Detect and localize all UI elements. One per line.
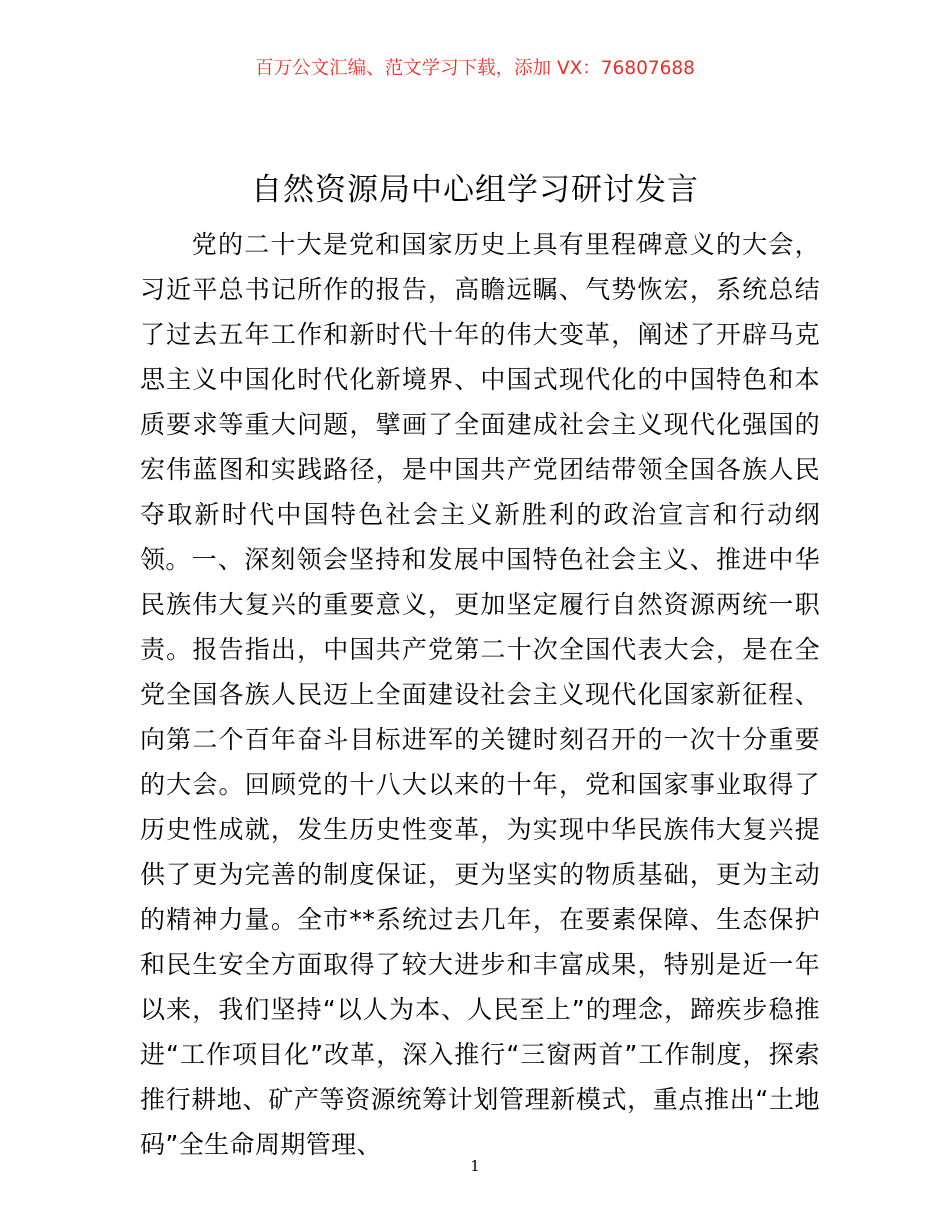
body-paragraph-1: [140, 222, 820, 582]
document-title: 自然资源局中心组学习研讨发言: [251, 172, 699, 208]
header-watermark-note: 百万公文汇编、范文学习下载，添加 VX：76807688: [255, 58, 695, 79]
page-number: 1: [470, 1157, 480, 1175]
body-paragraph-2: [140, 537, 820, 1167]
body-paragraph-2-text: 一、深刻领会坚持和发展中国特色社会主义、推进中华民族伟大复兴的重要意义，更加坚定履行自然资源两统一职责。报告指出，中国共产党第二十次全国代表大会，是在全党全国各族人民迈上全面建设社会主义现代化国家新征程、向第二个百年奋斗目标进军的关键时刻召开的一次十分重要的大会。回顾党的十八大以来的十年，党和国家事业取得了历史性成就，发生历史性变革，为实现中华民族伟大复兴提供了更为完善的制度保证，更为坚实的物质基础，更为主动的精神力量。全市**系统过去几年，在要素保障、生态保护和民生安全方面取得了较大进步和丰富成果，特别是近一年以来，我们坚持“以人为本、人民至上”的理念，蹄疾步稳推进“工作项目化”改革，深入推行“三窗两首”工作制度，探索推行耕地、矿产等资源统筹计划管理新模式，重点推出“土地码”全生命周期管理、: [140, 545, 820, 1159]
body-paragraph-1-text: 党的二十大是党和国家历史上具有里程碑意义的大会，习近平总书记所作的报告，高瞻远瞩、气势恢宏，系统总结了过去五年工作和新时代十年的伟大变革，阐述了开辟马克思主义中国化时代化新境界、中国式现代化的中国特色和本质要求等重大问题，擘画了全面建成社会主义现代化强国的宏伟蓝图和实践路径，是中国共产党团结带领全国各族人民夺取新时代中国特色社会主义新胜利的政治宣言和行动纲领。: [140, 230, 820, 574]
